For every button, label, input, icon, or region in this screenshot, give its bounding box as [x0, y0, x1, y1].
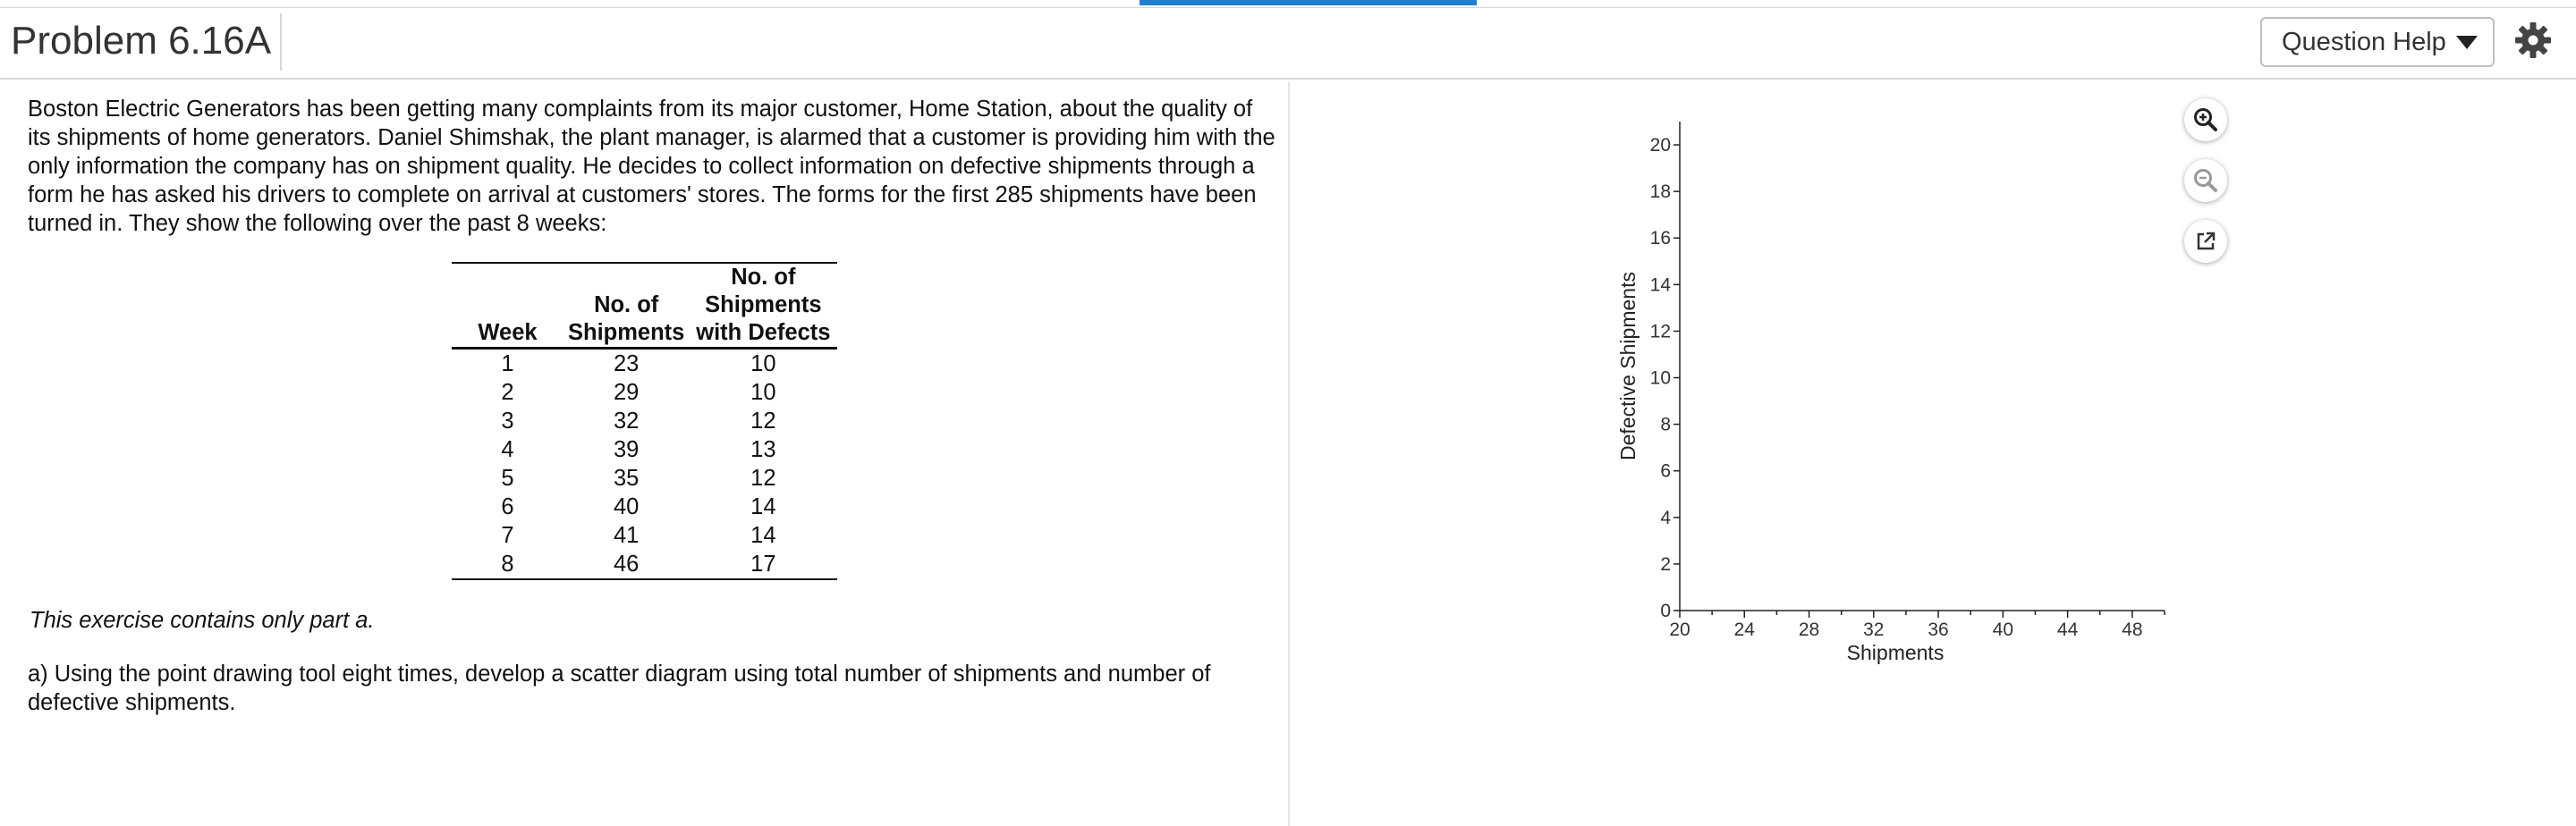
- x-tick-label: 40: [1992, 620, 2014, 640]
- problem-header: [0, 8, 2576, 80]
- cell-shipments: 32: [613, 409, 640, 434]
- header-defects-line1: No. of: [731, 265, 796, 290]
- x-tick-label: 32: [1863, 620, 1885, 640]
- cell-week: 7: [501, 523, 514, 548]
- question-help-label: Question Help: [2282, 27, 2446, 56]
- cell-shipments: 46: [564, 550, 689, 579]
- cell-defects: 10: [750, 351, 776, 376]
- x-tick-label: 24: [1733, 620, 1755, 640]
- zoom-out-icon: [2192, 167, 2219, 194]
- scatter-chart[interactable]: [1610, 112, 2200, 675]
- table-row: [452, 378, 837, 407]
- cell-defects: 14: [750, 494, 776, 519]
- header-shipments-line2: Shipments: [568, 320, 685, 345]
- x-tick-label: 44: [2056, 620, 2079, 640]
- y-tick-label: 4: [1660, 507, 1671, 528]
- expand-graph-button[interactable]: [2184, 220, 2227, 263]
- table-row: [452, 493, 837, 521]
- pane-divider: [1288, 82, 1290, 826]
- table-row: [452, 521, 837, 550]
- y-tick-label: 20: [1649, 135, 1671, 156]
- cell-shipments: 29: [613, 380, 640, 405]
- cell-defects: 14: [750, 523, 776, 548]
- y-tick-label: 10: [1649, 367, 1671, 389]
- shipment-table: [452, 262, 837, 580]
- cell-defects: 17: [689, 550, 837, 579]
- exercise-note: This exercise contains only part a.: [30, 608, 375, 633]
- y-tick-label: 12: [1649, 321, 1671, 342]
- question-help-button[interactable]: [2260, 17, 2495, 67]
- problem-intro: Boston Electric Generators has been getting many complaints from its major customer, Home Station, about the quality of its shipments of home generators. Daniel Shimshak, the plant manager, is alarmed that a customer is providing him with the only information the company has on shipment quality. He decides to collect information on defective shipments through a form he has asked his drivers to complete on arrival at customers' stores. The forms for the first 285 shipments have been turned in. They show the following over the past 8 weeks:: [28, 97, 1275, 236]
- cell-week: 8: [452, 550, 564, 579]
- question-text: a) Using the point drawing tool eight times, develop a scatter diagram using total number of shipments and number of defective shipments.: [28, 662, 1211, 715]
- cell-week: 5: [501, 466, 514, 491]
- table-row: [452, 435, 837, 464]
- y-tick-label: 6: [1660, 460, 1671, 482]
- header-shipments: [564, 263, 689, 349]
- x-axis-label: Shipments: [1846, 641, 1945, 664]
- y-tick-label: 18: [1649, 181, 1671, 203]
- cell-week: 4: [501, 437, 514, 462]
- cell-week: 2: [501, 380, 514, 405]
- zoom-in-button[interactable]: [2184, 98, 2227, 141]
- table-row: [452, 464, 837, 493]
- table-row: [452, 349, 837, 379]
- cell-week: 6: [501, 494, 514, 519]
- cell-shipments: 41: [613, 523, 640, 548]
- cell-week: 1: [501, 351, 514, 376]
- table-row: [452, 550, 837, 579]
- x-tick-label: 48: [2122, 620, 2143, 640]
- header-week: Week: [452, 263, 564, 349]
- zoom-out-button[interactable]: [2184, 159, 2227, 202]
- cell-shipments: 23: [613, 351, 640, 376]
- cell-shipments: 40: [613, 494, 640, 519]
- header-defects-line2: Shipments: [705, 292, 822, 317]
- cell-defects: 12: [750, 409, 776, 434]
- header-defects: [689, 263, 837, 349]
- cell-shipments: 39: [613, 437, 640, 462]
- y-tick-label: 2: [1660, 553, 1671, 575]
- header-defects-line3: with Defects: [696, 320, 831, 345]
- y-tick-label: 0: [1660, 601, 1671, 621]
- external-link-icon: [2194, 230, 2217, 253]
- y-tick-label: 16: [1649, 228, 1671, 249]
- x-tick-label: 36: [1928, 620, 1949, 640]
- progress-indicator: [1140, 0, 1477, 5]
- header-shipments-line1: No. of: [594, 292, 659, 317]
- gear-icon[interactable]: [2513, 21, 2553, 60]
- caret-down-icon: [2455, 34, 2479, 50]
- y-axis-label: Defective Shipments: [1616, 272, 1640, 460]
- cell-shipments: 35: [613, 466, 640, 491]
- title-divider: [280, 13, 282, 71]
- y-tick-label: 14: [1649, 274, 1671, 296]
- cell-defects: 13: [750, 437, 776, 462]
- table-row: [452, 407, 837, 435]
- page-title: Problem 6.16A: [11, 19, 272, 63]
- x-tick-label: 20: [1669, 620, 1690, 640]
- zoom-in-icon: [2192, 106, 2219, 133]
- cell-defects: 12: [750, 466, 776, 491]
- cell-week: 3: [501, 409, 514, 434]
- x-tick-label: 28: [1798, 620, 1820, 640]
- cell-defects: 10: [750, 380, 776, 405]
- y-tick-label: 8: [1660, 414, 1671, 435]
